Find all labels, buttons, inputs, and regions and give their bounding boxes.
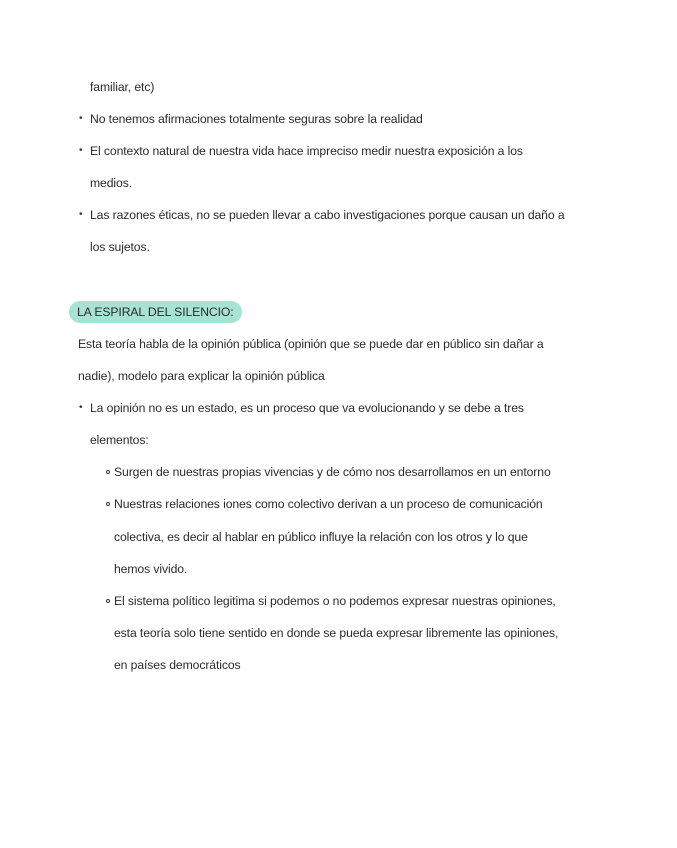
- sub-bullet-icon: [106, 470, 110, 474]
- sub-list-item: Nuestras relaciones iones como colectivo derivan a un proceso de comunicación: [114, 497, 543, 511]
- paragraph-line: nadie), modelo para explicar la opinión pública: [78, 369, 325, 383]
- sub-list-item: Surgen de nuestras propias vivencias y de cómo nos desarrollamos en un entorno: [114, 465, 551, 479]
- sub-bullet-icon: [106, 502, 110, 506]
- bullet-icon: •: [79, 402, 83, 413]
- sub-list-item: El sistema político legitima si podemos o no podemos expresar nuestras opiniones,: [114, 594, 556, 608]
- list-item-continuation: los sujetos.: [90, 240, 150, 254]
- list-item: No tenemos afirmaciones totalmente seguras sobre la realidad: [90, 112, 423, 126]
- list-item: El contexto natural de nuestra vida hace impreciso medir nuestra exposición a los: [90, 144, 523, 158]
- sub-bullet-icon: [106, 599, 110, 603]
- bullet-icon: •: [79, 145, 83, 156]
- list-item-continuation: familiar, etc): [90, 80, 155, 94]
- list-item: La opinión no es un estado, es un proceso que va evolucionando y se debe a tres: [90, 401, 524, 415]
- sub-list-item-continuation: colectiva, es decir al hablar en público influye la relación con los otros y lo que: [114, 530, 528, 544]
- list-item-continuation: medios.: [90, 176, 132, 190]
- sub-list-item-continuation: hemos vivido.: [114, 562, 188, 576]
- list-item-continuation: elementos:: [90, 433, 149, 447]
- bullet-icon: •: [79, 113, 83, 124]
- paragraph-line: Esta teoría habla de la opinión pública (opinión que se puede dar en público sin dañar a: [78, 337, 544, 351]
- sub-list-item-continuation: en países democráticos: [114, 658, 241, 672]
- bullet-icon: •: [79, 209, 83, 220]
- section-heading: LA ESPIRAL DEL SILENCIO:: [69, 301, 242, 323]
- list-item: Las razones éticas, no se pueden llevar a cabo investigaciones porque causan un daño a: [90, 208, 565, 222]
- sub-list-item-continuation: esta teoría solo tiene sentido en donde se pueda expresar libremente las opiniones,: [114, 626, 559, 640]
